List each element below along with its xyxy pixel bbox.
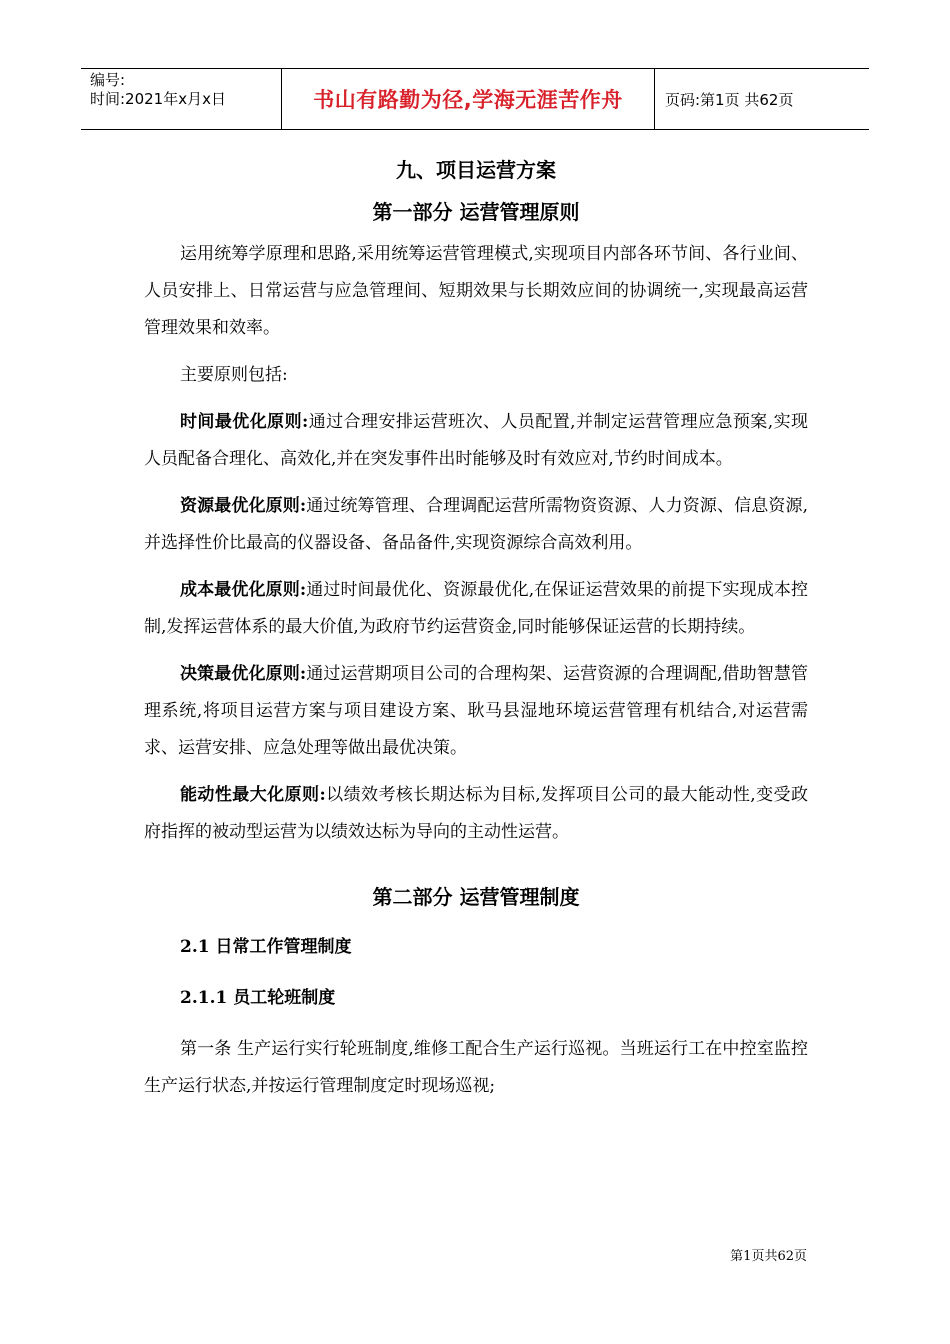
principle-cost (144, 572, 808, 646)
header-motto-cell (282, 69, 655, 129)
principle-decision-text: 通过运营期项目公司的合理构架、运营资源的合理调配,借助智慧管理系统,将项目运营方案与项目建设方案、耿马县湿地环境运营管理有机结合,对运营需求、运营安排、应急处理等做出最优决策。 (144, 664, 808, 758)
principle-cost-name: 成本最优化原则: (180, 580, 307, 600)
principle-time (144, 404, 808, 478)
section-2-1-1-heading: 2.1.1 员工轮班制度 (180, 988, 336, 1008)
principles-intro: 主要原则包括: (180, 365, 288, 385)
part2-title: 第二部分 运营管理制度 (372, 885, 580, 909)
principle-time-name: 时间最优化原则: (180, 412, 309, 432)
principle-resource (144, 488, 808, 562)
principle-initiative-text: 以绩效考核长期达标为目标,发挥项目公司的最大能动性,变受政府指挥的被动型运营为以绩效达标为导向的主动性运营。 (144, 785, 808, 842)
page-footer-number: 第1页共62页 (730, 1249, 807, 1264)
part1-intro-paragraph: 运用统筹学原理和思路,采用统筹运营管理模式,实现项目内部各环节间、各行业间、人员安排上、日常运营与应急管理间、短期效果与长期效应间的协调统一,实现最高运营管理效果和效率。 (144, 244, 808, 338)
principle-resource-name: 资源最优化原则: (180, 496, 307, 516)
principle-initiative-name: 能动性最大化原则: (180, 785, 326, 805)
document-header (81, 68, 869, 130)
principle-initiative (144, 777, 808, 851)
principle-resource-text: 通过统筹管理、合理调配运营所需物资资源、人力资源、信息资源,并选择性价比最高的仪器设备、备品备件,实现资源综合高效利用。 (144, 496, 808, 553)
part1-title: 第一部分 运营管理原则 (372, 200, 580, 224)
doc-code-label: 编号: (90, 71, 126, 89)
header-page-code: 页码:第1页 共62页 (665, 90, 794, 109)
chapter-title: 九、项目运营方案 (396, 158, 556, 182)
document-body (144, 150, 808, 1105)
header-meta-cell (81, 69, 282, 129)
principle-cost-text: 通过时间最优化、资源最优化,在保证运营效果的前提下实现成本控制,发挥运营体系的最大价值,为政府节约运营资金,同时能够保证运营的长期持续。 (144, 580, 808, 637)
principle-decision (144, 656, 808, 767)
header-motto: 书山有路勤为径,学海无涯苦作舟 (313, 88, 623, 112)
doc-time-label: 时间:2021年x月x日 (90, 90, 226, 108)
article-1-paragraph: 第一条 生产运行实行轮班制度,维修工配合生产运行巡视。当班运行工在中控室监控生产运行状态,并按运行管理制度定时现场巡视; (144, 1039, 808, 1096)
section-2-1-heading: 2.1 日常工作管理制度 (180, 937, 352, 957)
principle-time-text: 通过合理安排运营班次、人员配置,并制定运营管理应急预案,实现人员配备合理化、高效化,并在突发事件出时能够及时有效应对,节约时间成本。 (144, 412, 809, 469)
header-page-cell (655, 69, 869, 129)
principle-decision-name: 决策最优化原则: (180, 664, 307, 684)
